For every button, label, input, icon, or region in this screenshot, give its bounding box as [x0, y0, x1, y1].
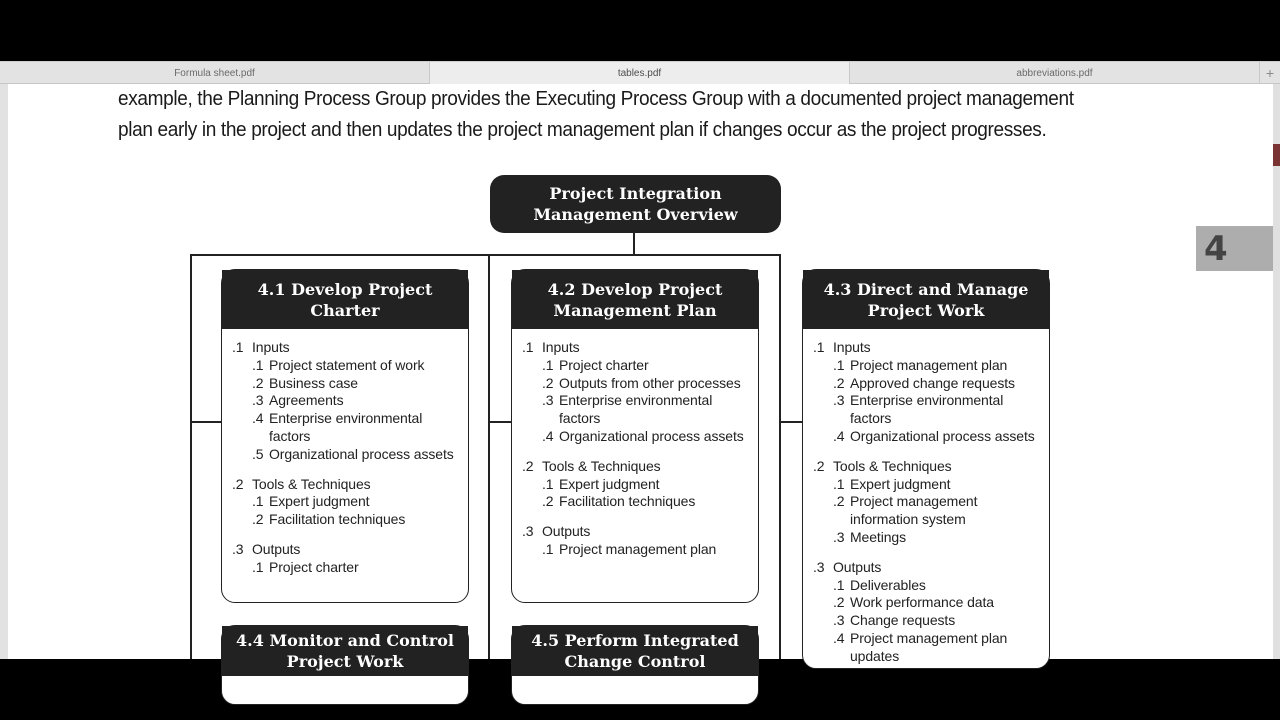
- item-number: .3: [252, 392, 264, 409]
- item-number: .1: [542, 356, 554, 373]
- tab-bar: [0, 61, 1280, 84]
- item-text: Work performance data: [850, 594, 994, 611]
- item-text: Enterprise environmental factors: [850, 392, 1004, 427]
- list-item: [522, 476, 750, 494]
- tab-abbreviations[interactable]: abbreviations.pdf: [850, 62, 1260, 84]
- list-item: [232, 392, 460, 410]
- pdf-page[interactable]: [0, 84, 1280, 671]
- list-item: [232, 357, 460, 375]
- item-text: Project charter: [559, 356, 649, 373]
- process-card-4-4: [221, 625, 469, 705]
- list-item: [813, 357, 1041, 375]
- list-item: [813, 392, 1041, 428]
- card-title: 4.3 Direct and Manage Project Work: [803, 270, 1049, 329]
- list-item: [522, 493, 750, 511]
- list-item: [813, 630, 1041, 666]
- group-number: .1: [232, 339, 244, 355]
- item-text: Change requests: [850, 612, 956, 629]
- item-text: Project statement of work: [269, 356, 425, 373]
- paragraph-line-1: example, the Planning Process Group provides the Executing Process Group with a documented project management: [118, 87, 1074, 110]
- group-title: Inputs: [833, 339, 871, 355]
- list-item: [522, 357, 750, 375]
- connector-line: [779, 421, 803, 423]
- card-title: 4.2 Develop Project Management Plan: [512, 270, 758, 329]
- list-item: [813, 594, 1041, 612]
- item-number: .5: [252, 445, 264, 462]
- item-number: .2: [833, 493, 845, 510]
- item-number: .1: [833, 576, 845, 593]
- group-number: .3: [232, 540, 244, 557]
- paragraph-line-2: plan early in the project and then updates the project management plan if changes occur as the project progresses.: [118, 118, 1047, 141]
- list-item: [232, 446, 460, 464]
- item-text: Project charter: [269, 558, 359, 575]
- item-text: Project management plan: [850, 356, 1008, 373]
- item-number: .2: [252, 511, 264, 528]
- scrollbar-thumb[interactable]: [1273, 144, 1280, 166]
- connector-line: [190, 254, 781, 256]
- item-number: .4: [542, 427, 554, 444]
- item-number: .1: [833, 475, 845, 492]
- item-text: Approved change requests: [850, 374, 1015, 391]
- item-text: Facilitation techniques: [269, 511, 406, 528]
- list-item: [522, 541, 750, 559]
- list-item: [813, 577, 1041, 595]
- connector-line: [633, 233, 635, 255]
- process-card-4-5: [511, 625, 759, 705]
- list-item: [232, 559, 460, 577]
- item-text: Enterprise environmental factors: [559, 392, 713, 427]
- connector-line: [488, 254, 490, 659]
- item-number: .2: [833, 374, 845, 391]
- item-text: Project management information system: [850, 493, 978, 528]
- list-item: [813, 428, 1041, 446]
- item-number: .1: [252, 558, 264, 575]
- list-item: [813, 612, 1041, 630]
- group-number: .2: [813, 457, 825, 474]
- item-number: .1: [542, 475, 554, 492]
- list-item: [813, 529, 1041, 547]
- item-text: Facilitation techniques: [559, 493, 696, 510]
- tab-tables[interactable]: tables.pdf: [430, 62, 850, 84]
- card-title: 4.4 Monitor and Control Project Work: [222, 626, 468, 676]
- list-item: [232, 511, 460, 529]
- group-number: .2: [522, 457, 534, 474]
- group-title: Tools & Techniques: [833, 457, 952, 474]
- item-number: .4: [833, 427, 845, 444]
- item-text: Organizational process assets: [559, 427, 744, 444]
- item-number: .1: [252, 493, 264, 510]
- connector-line: [779, 254, 781, 659]
- group-number: .2: [232, 475, 244, 492]
- chapter-number: 4: [1204, 229, 1228, 269]
- scrollbar[interactable]: [1273, 84, 1280, 659]
- list-item: [232, 410, 460, 446]
- group-number: .3: [813, 558, 825, 575]
- list-item: [813, 476, 1041, 494]
- item-text: Deliverables: [850, 576, 926, 593]
- process-card-4-3: [802, 269, 1050, 669]
- plus-icon[interactable]: +: [1265, 65, 1275, 81]
- item-text: Organizational process assets: [269, 445, 454, 462]
- item-number: .1: [252, 356, 264, 373]
- item-number: .4: [252, 410, 264, 427]
- item-number: .1: [833, 356, 845, 373]
- group-title: Inputs: [542, 339, 580, 355]
- item-text: Meetings: [850, 528, 907, 545]
- item-text: Expert judgment: [559, 475, 660, 492]
- list-item: [522, 392, 750, 428]
- item-number: .3: [833, 392, 845, 409]
- item-text: Business case: [269, 374, 358, 391]
- connector-line: [190, 421, 223, 423]
- list-item: [232, 375, 460, 393]
- process-card-4-1: [221, 269, 469, 603]
- chapter-tab: [1196, 226, 1273, 271]
- group-title: Outputs: [833, 558, 882, 575]
- overview-box: Project Integration Management Overview: [490, 175, 781, 233]
- item-number: .2: [252, 374, 264, 391]
- group-title: Outputs: [542, 523, 591, 540]
- group-title: Outputs: [252, 540, 301, 557]
- connector-line: [488, 421, 513, 423]
- item-text: Agreements: [269, 392, 344, 409]
- item-number: .2: [833, 594, 845, 611]
- page-margin-left: [0, 84, 8, 659]
- list-item: [232, 493, 460, 511]
- group-number: .1: [813, 339, 825, 355]
- group-number: .1: [522, 339, 534, 355]
- card-title: 4.1 Develop Project Charter: [222, 270, 468, 329]
- item-text: Organizational process assets: [850, 427, 1035, 444]
- list-item: [522, 428, 750, 446]
- group-title: Tools & Techniques: [542, 457, 661, 474]
- item-text: Expert judgment: [269, 493, 370, 510]
- item-number: .2: [542, 493, 554, 510]
- item-number: .4: [833, 629, 845, 646]
- connector-line: [190, 254, 192, 659]
- tab-formula-sheet[interactable]: Formula sheet.pdf: [0, 62, 430, 84]
- item-number: .1: [542, 540, 554, 557]
- card-title: 4.5 Perform Integrated Change Control: [512, 626, 758, 676]
- list-item: [813, 493, 1041, 529]
- process-card-4-2: [511, 269, 759, 603]
- item-text: Project management plan: [559, 540, 717, 557]
- item-number: .3: [833, 612, 845, 629]
- item-text: Outputs from other processes: [559, 374, 741, 391]
- list-item: [522, 375, 750, 393]
- item-text: Enterprise environmental factors: [269, 410, 423, 444]
- group-number: .3: [522, 523, 534, 540]
- group-title: Inputs: [252, 339, 290, 355]
- item-text: Expert judgment: [850, 475, 951, 492]
- item-text: Project management plan updates: [850, 629, 1008, 664]
- item-number: .3: [833, 528, 845, 545]
- item-number: .3: [542, 392, 554, 409]
- item-number: .2: [542, 374, 554, 391]
- list-item: [813, 375, 1041, 393]
- group-title: Tools & Techniques: [252, 475, 371, 492]
